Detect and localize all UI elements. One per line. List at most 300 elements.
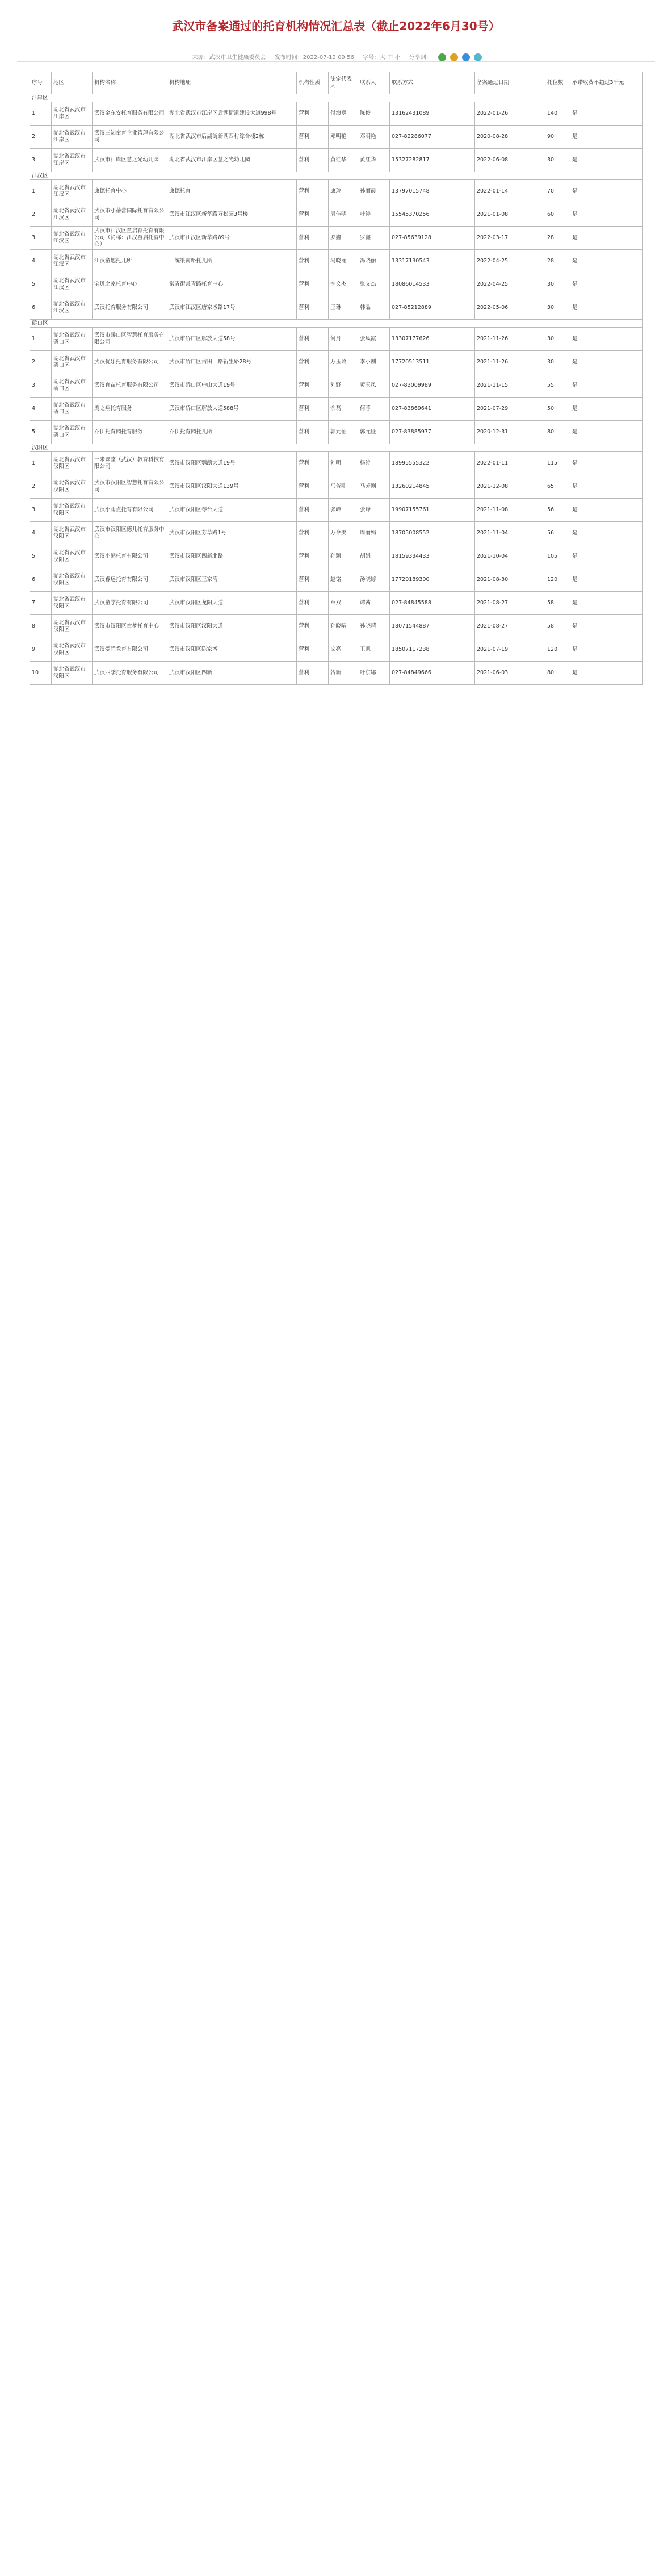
table-cell: 邓明艳 bbox=[358, 126, 390, 149]
table-cell: 贺新 bbox=[329, 662, 358, 685]
table-row bbox=[30, 102, 643, 126]
table-cell: 027-83885977 bbox=[390, 421, 475, 444]
table-cell: 湖北省武汉市汉阳区 bbox=[52, 638, 93, 662]
table-row bbox=[30, 227, 643, 250]
table-cell: 56 bbox=[545, 522, 570, 545]
column-header: 机构名称 bbox=[93, 72, 167, 94]
table-cell: 康德托育 bbox=[167, 180, 297, 203]
divider bbox=[17, 61, 655, 62]
table-cell: 营利 bbox=[297, 615, 329, 638]
table-cell: 武汉优乐托育服务有限公司 bbox=[93, 351, 167, 374]
table-cell: 19907155761 bbox=[390, 499, 475, 522]
column-header: 法定代表人 bbox=[329, 72, 358, 94]
table-cell: 武汉市汉阳区王家湾 bbox=[167, 568, 297, 592]
table-cell: 13162431089 bbox=[390, 102, 475, 126]
table-cell: 营利 bbox=[297, 126, 329, 149]
table-cell: 黄红华 bbox=[329, 149, 358, 172]
table-row bbox=[30, 662, 643, 685]
table-cell: 湖北省武汉市江岸区慧之光幼儿园 bbox=[167, 149, 297, 172]
table-row bbox=[30, 328, 643, 351]
column-header: 承诺收费不超过3千元 bbox=[570, 72, 643, 94]
table-cell: 是 bbox=[570, 203, 643, 227]
table-cell: 2021-06-03 bbox=[475, 662, 545, 685]
article-meta bbox=[0, 52, 672, 61]
registry-table bbox=[30, 72, 643, 685]
table-cell: 2022-01-14 bbox=[475, 180, 545, 203]
table-cell: 湖北省武汉市硚口区 bbox=[52, 374, 93, 398]
table-cell: 文亮 bbox=[329, 638, 358, 662]
table-cell: 湖北省武汉市江汉区 bbox=[52, 227, 93, 250]
table-cell: 是 bbox=[570, 328, 643, 351]
table-cell: 80 bbox=[545, 421, 570, 444]
table-header-row bbox=[30, 72, 643, 94]
table-cell: 5 bbox=[30, 273, 52, 296]
table-cell: 是 bbox=[570, 499, 643, 522]
table-cell: 湖北省武汉市江汉区 bbox=[52, 296, 93, 320]
table-cell: 120 bbox=[545, 568, 570, 592]
table-cell: 何丹 bbox=[329, 328, 358, 351]
table-cell: 付海翠 bbox=[329, 102, 358, 126]
table-cell: 武汉市汉阳区琴台大道 bbox=[167, 499, 297, 522]
table-cell: 武汉市硚口区解放大道588号 bbox=[167, 398, 297, 421]
table-cell: 湖北省武汉市硚口区 bbox=[52, 421, 93, 444]
table-cell: 冯晓丽 bbox=[358, 250, 390, 273]
table-cell: 武汉三知童育企业管理有限公司 bbox=[93, 126, 167, 149]
table-cell: 120 bbox=[545, 638, 570, 662]
table-cell: 武汉金东安托育服务有限公司 bbox=[93, 102, 167, 126]
table-cell: 4 bbox=[30, 398, 52, 421]
qzone-share-icon[interactable] bbox=[462, 53, 470, 61]
table-cell: 1 bbox=[30, 328, 52, 351]
table-cell: 湖北省武汉市汉阳区 bbox=[52, 568, 93, 592]
table-cell: 是 bbox=[570, 180, 643, 203]
table-cell: 6 bbox=[30, 296, 52, 320]
table-cell: 湖北省武汉市汉阳区 bbox=[52, 592, 93, 615]
table-row bbox=[30, 296, 643, 320]
table-cell: 武汉市汉阳区汉阳大道139号 bbox=[167, 475, 297, 499]
table-cell: 是 bbox=[570, 662, 643, 685]
table-cell: 张峰 bbox=[358, 499, 390, 522]
table-cell: 宝贝之家托育中心 bbox=[93, 273, 167, 296]
table-cell: 是 bbox=[570, 102, 643, 126]
table-cell: 郭元征 bbox=[358, 421, 390, 444]
table-cell: 营利 bbox=[297, 421, 329, 444]
table-cell: 一米课堂（武汉）教育科技有限公司 bbox=[93, 452, 167, 475]
table-cell: 营利 bbox=[297, 452, 329, 475]
table-cell: 是 bbox=[570, 592, 643, 615]
table-row bbox=[30, 250, 643, 273]
table-cell: 18705008552 bbox=[390, 522, 475, 545]
table-cell: 鹰之翔托育服务 bbox=[93, 398, 167, 421]
table-cell: 胡娟 bbox=[358, 545, 390, 568]
table-cell: 13797015748 bbox=[390, 180, 475, 203]
table-cell: 孙丽霞 bbox=[358, 180, 390, 203]
table-cell: 湖北省武汉市江岸区 bbox=[52, 149, 93, 172]
table-cell: 营利 bbox=[297, 250, 329, 273]
table-cell: 是 bbox=[570, 398, 643, 421]
table-cell: 武汉小雨点托育有限公司 bbox=[93, 499, 167, 522]
publish-time: 发布时间：2022-07-12 09:56 bbox=[274, 55, 354, 61]
table-cell: 18995555322 bbox=[390, 452, 475, 475]
table-row bbox=[30, 126, 643, 149]
table-cell: 027-84845588 bbox=[390, 592, 475, 615]
table-cell: 张峰 bbox=[329, 499, 358, 522]
table-cell: 万玉玲 bbox=[329, 351, 358, 374]
table-cell: 营利 bbox=[297, 227, 329, 250]
table-cell: 何蓉 bbox=[358, 398, 390, 421]
table-cell: 马芳刚 bbox=[358, 475, 390, 499]
table-cell: 2021-11-04 bbox=[475, 522, 545, 545]
table-cell: 营利 bbox=[297, 592, 329, 615]
table-cell: 湖北省武汉市汉阳区 bbox=[52, 545, 93, 568]
table-cell: 2022-01-11 bbox=[475, 452, 545, 475]
table-cell: 张凤霞 bbox=[358, 328, 390, 351]
table-cell: 58 bbox=[545, 592, 570, 615]
table-cell: 武汉市江汉区童启育托育有限公司（简称：江汉童启托育中心） bbox=[93, 227, 167, 250]
table-cell: 营利 bbox=[297, 638, 329, 662]
district-section-row bbox=[30, 320, 643, 328]
table-cell: 湖北省武汉市汉阳区 bbox=[52, 452, 93, 475]
table-cell: 5 bbox=[30, 421, 52, 444]
table-cell: 营利 bbox=[297, 328, 329, 351]
table-cell: 13307177626 bbox=[390, 328, 475, 351]
font-size-control[interactable]: 字号：大 中 小 bbox=[363, 55, 401, 61]
table-cell: 王凯 bbox=[358, 638, 390, 662]
table-cell: 武汉市硚口区智慧托育服务有限公司 bbox=[93, 328, 167, 351]
table-cell: 陈俊 bbox=[358, 102, 390, 126]
table-cell: 康玲 bbox=[329, 180, 358, 203]
column-header: 托位数 bbox=[545, 72, 570, 94]
table-cell: 80 bbox=[545, 662, 570, 685]
table-cell: 武汉市江岸区慧之光幼儿园 bbox=[93, 149, 167, 172]
table-cell: 2 bbox=[30, 475, 52, 499]
table-cell: 武汉市江汉区新华路89号 bbox=[167, 227, 297, 250]
column-header: 备案通过日期 bbox=[475, 72, 545, 94]
table-cell: 30 bbox=[545, 149, 570, 172]
table-cell: 2021-01-08 bbox=[475, 203, 545, 227]
table-cell: 营利 bbox=[297, 568, 329, 592]
column-header: 地区 bbox=[52, 72, 93, 94]
table-cell: 武汉市汉阳区四新 bbox=[167, 662, 297, 685]
column-header: 联系人 bbox=[358, 72, 390, 94]
table-cell: 是 bbox=[570, 273, 643, 296]
table-cell: 027-84849666 bbox=[390, 662, 475, 685]
table-cell: 孙颖 bbox=[329, 545, 358, 568]
table-cell: 2022-05-06 bbox=[475, 296, 545, 320]
share-label: 分享到： bbox=[409, 55, 432, 61]
table-cell: 湖北省武汉市硚口区 bbox=[52, 351, 93, 374]
table-cell: 营利 bbox=[297, 296, 329, 320]
table-cell: 乔伊托育园托儿所 bbox=[167, 421, 297, 444]
table-row bbox=[30, 203, 643, 227]
table-cell: 是 bbox=[570, 638, 643, 662]
table-cell: 是 bbox=[570, 545, 643, 568]
table-cell: 杨涛 bbox=[358, 452, 390, 475]
table-cell: 武汉市汉阳区龙阳大道 bbox=[167, 592, 297, 615]
table-cell: 115 bbox=[545, 452, 570, 475]
table-cell: 15545370256 bbox=[390, 203, 475, 227]
table-cell: 李小刚 bbox=[358, 351, 390, 374]
table-cell: 湖北省武汉市后湖街新湖四村综合楼2栋 bbox=[167, 126, 297, 149]
table-cell: 武汉爱尚教育有限公司 bbox=[93, 638, 167, 662]
table-cell: 2021-07-19 bbox=[475, 638, 545, 662]
table-cell: 17720189300 bbox=[390, 568, 475, 592]
table-row bbox=[30, 545, 643, 568]
table-cell: 湖北省武汉市汉阳区 bbox=[52, 499, 93, 522]
table-cell: 赵铭 bbox=[329, 568, 358, 592]
table-cell: 17720513511 bbox=[390, 351, 475, 374]
table-cell: 1 bbox=[30, 180, 52, 203]
table-cell: 营利 bbox=[297, 475, 329, 499]
table-cell: 叶京娜 bbox=[358, 662, 390, 685]
table-cell: 武汉市汉阳区德儿托育服务中心 bbox=[93, 522, 167, 545]
table-cell: 是 bbox=[570, 522, 643, 545]
table-cell: 1 bbox=[30, 452, 52, 475]
table-cell: 武汉育苗托育服务有限公司 bbox=[93, 374, 167, 398]
table-cell: 2022-06-08 bbox=[475, 149, 545, 172]
table-cell: 武汉四季托育服务有限公司 bbox=[93, 662, 167, 685]
table-row bbox=[30, 421, 643, 444]
table-cell: 黄玉凤 bbox=[358, 374, 390, 398]
table-cell: 3 bbox=[30, 374, 52, 398]
table-cell: 湖北省武汉市汉阳区 bbox=[52, 615, 93, 638]
table-cell: 1 bbox=[30, 102, 52, 126]
table-cell: 黄红华 bbox=[358, 149, 390, 172]
table-cell: 营利 bbox=[297, 102, 329, 126]
table-cell: 是 bbox=[570, 296, 643, 320]
table-cell: 60 bbox=[545, 203, 570, 227]
table-cell: 营利 bbox=[297, 522, 329, 545]
table-cell: 2021-07-29 bbox=[475, 398, 545, 421]
table-cell: 10 bbox=[30, 662, 52, 685]
table-cell: 7 bbox=[30, 592, 52, 615]
table-cell: 邓明艳 bbox=[329, 126, 358, 149]
table-cell: 汤晓婷 bbox=[358, 568, 390, 592]
table-cell: 18071544887 bbox=[390, 615, 475, 638]
table-cell: 营利 bbox=[297, 273, 329, 296]
district-name: 汉阳区 bbox=[30, 444, 643, 452]
table-cell: 营利 bbox=[297, 351, 329, 374]
column-header: 联系方式 bbox=[390, 72, 475, 94]
table-cell: 50 bbox=[545, 398, 570, 421]
table-cell: 2021-11-15 bbox=[475, 374, 545, 398]
table-cell: 027-85639128 bbox=[390, 227, 475, 250]
table-cell: 是 bbox=[570, 250, 643, 273]
table-cell: 刘野 bbox=[329, 374, 358, 398]
table-cell: 湖北省武汉市江汉区 bbox=[52, 180, 93, 203]
table-cell: 30 bbox=[545, 328, 570, 351]
table-cell: 2021-11-26 bbox=[475, 328, 545, 351]
table-cell: 15327282817 bbox=[390, 149, 475, 172]
district-section-row bbox=[30, 94, 643, 102]
table-cell: 027-85212889 bbox=[390, 296, 475, 320]
table-cell: 2 bbox=[30, 203, 52, 227]
table-cell: 营利 bbox=[297, 662, 329, 685]
column-header: 机构性质 bbox=[297, 72, 329, 94]
column-header: 序号 bbox=[30, 72, 52, 94]
weibo-share-icon[interactable] bbox=[450, 53, 458, 61]
table-cell: 2021-08-27 bbox=[475, 615, 545, 638]
table-cell: 余磊 bbox=[329, 398, 358, 421]
table-cell: 是 bbox=[570, 374, 643, 398]
table-cell: 是 bbox=[570, 227, 643, 250]
table-row bbox=[30, 452, 643, 475]
table-cell: 武汉市江汉区唐家墩路17号 bbox=[167, 296, 297, 320]
table-cell: 营利 bbox=[297, 180, 329, 203]
table-cell: 武汉市江汉区新华路万松园3号楼 bbox=[167, 203, 297, 227]
table-row bbox=[30, 398, 643, 421]
table-cell: 罗鑫 bbox=[358, 227, 390, 250]
table-cell: 55 bbox=[545, 374, 570, 398]
table-cell: 027-83009989 bbox=[390, 374, 475, 398]
table-cell: 湖北省武汉市汉阳区 bbox=[52, 522, 93, 545]
table-cell: 13260214845 bbox=[390, 475, 475, 499]
table-cell: 2021-11-26 bbox=[475, 351, 545, 374]
table-cell: 武汉市汉阳区芳草路1号 bbox=[167, 522, 297, 545]
page-title: 武汉市备案通过的托育机构情况汇总表（截止2022年6月30号） bbox=[172, 19, 500, 33]
table-cell: 8 bbox=[30, 615, 52, 638]
wechat-share-icon[interactable] bbox=[438, 53, 446, 61]
table-cell: 18159334433 bbox=[390, 545, 475, 568]
table-cell: 营利 bbox=[297, 203, 329, 227]
table-cell: 武汉托育服务有限公司 bbox=[93, 296, 167, 320]
table-cell: 湖北省武汉市汉阳区 bbox=[52, 475, 93, 499]
table-cell: 是 bbox=[570, 568, 643, 592]
table-cell: 70 bbox=[545, 180, 570, 203]
table-row bbox=[30, 351, 643, 374]
table-cell: 康德托育中心 bbox=[93, 180, 167, 203]
table-cell: 湖北省武汉市江汉区 bbox=[52, 273, 93, 296]
table-cell: 湖北省武汉市江岸区后湖街道建设大道998号 bbox=[167, 102, 297, 126]
table-cell: 周佳明 bbox=[329, 203, 358, 227]
table-cell: 3 bbox=[30, 499, 52, 522]
table-cell: 乔伊托育园托育服务 bbox=[93, 421, 167, 444]
table-cell: 孙晓晴 bbox=[358, 615, 390, 638]
table-cell: 孙晓晴 bbox=[329, 615, 358, 638]
friends-share-icon[interactable] bbox=[474, 53, 482, 61]
table-cell: 2022-01-26 bbox=[475, 102, 545, 126]
table-cell: 是 bbox=[570, 126, 643, 149]
table-cell: 2020-08-28 bbox=[475, 126, 545, 149]
table-row bbox=[30, 374, 643, 398]
table-cell: 谭茜 bbox=[358, 592, 390, 615]
table-cell: 65 bbox=[545, 475, 570, 499]
table-cell: 2 bbox=[30, 351, 52, 374]
table-cell: 武汉市汉阳区鹦鹉大道19号 bbox=[167, 452, 297, 475]
table-cell: 韩晶 bbox=[358, 296, 390, 320]
table-cell: 28 bbox=[545, 250, 570, 273]
table-cell: 3 bbox=[30, 227, 52, 250]
table-cell: 冯晓丽 bbox=[329, 250, 358, 273]
table-cell: 李文杰 bbox=[329, 273, 358, 296]
table-cell: 是 bbox=[570, 615, 643, 638]
table-cell: 营利 bbox=[297, 374, 329, 398]
table-cell: 4 bbox=[30, 522, 52, 545]
district-section-row bbox=[30, 172, 643, 180]
table-cell: 湖北省武汉市江岸区 bbox=[52, 102, 93, 126]
table-cell: 30 bbox=[545, 296, 570, 320]
table-cell: 56 bbox=[545, 499, 570, 522]
table-cell: 江汉童趣托儿所 bbox=[93, 250, 167, 273]
table-cell: 马芳刚 bbox=[329, 475, 358, 499]
table-cell: 湖北省武汉市硚口区 bbox=[52, 398, 93, 421]
table-cell: 18086014533 bbox=[390, 273, 475, 296]
table-cell: 2021-08-30 bbox=[475, 568, 545, 592]
table-cell: 周丽娟 bbox=[358, 522, 390, 545]
table-cell: 2022-04-25 bbox=[475, 273, 545, 296]
table-row bbox=[30, 149, 643, 172]
table-row bbox=[30, 499, 643, 522]
table-row bbox=[30, 638, 643, 662]
table-cell: 3 bbox=[30, 149, 52, 172]
table-cell: 张文杰 bbox=[358, 273, 390, 296]
table-cell: 武汉市汉阳区陈家墩 bbox=[167, 638, 297, 662]
table-cell: 武汉睿远托育有限公司 bbox=[93, 568, 167, 592]
district-section-row bbox=[30, 444, 643, 452]
table-cell: 是 bbox=[570, 475, 643, 499]
table-cell: 4 bbox=[30, 250, 52, 273]
table-cell: 2021-08-27 bbox=[475, 592, 545, 615]
table-cell: 营利 bbox=[297, 499, 329, 522]
table-cell: 武汉市小蓓蕾国际托育有限公司 bbox=[93, 203, 167, 227]
table-cell: 武汉市硚口区解放大道58号 bbox=[167, 328, 297, 351]
registry-table-wrapper bbox=[30, 72, 642, 685]
table-cell: 湖北省武汉市江汉区 bbox=[52, 203, 93, 227]
table-cell: 郭元征 bbox=[329, 421, 358, 444]
table-cell: 营利 bbox=[297, 398, 329, 421]
table-body bbox=[30, 94, 643, 685]
table-cell: 30 bbox=[545, 351, 570, 374]
table-cell: 武汉小熊托育有限公司 bbox=[93, 545, 167, 568]
table-cell: 是 bbox=[570, 149, 643, 172]
table-cell: 湖北省武汉市汉阳区 bbox=[52, 662, 93, 685]
table-row bbox=[30, 568, 643, 592]
table-cell: 湖北省武汉市硚口区 bbox=[52, 328, 93, 351]
table-cell: 武汉市汉阳区四新北路 bbox=[167, 545, 297, 568]
table-cell: 罗鑫 bbox=[329, 227, 358, 250]
district-name: 硚口区 bbox=[30, 320, 643, 328]
table-cell: 5 bbox=[30, 545, 52, 568]
table-cell: 140 bbox=[545, 102, 570, 126]
table-row bbox=[30, 592, 643, 615]
table-cell: 营利 bbox=[297, 149, 329, 172]
table-cell: 2021-12-08 bbox=[475, 475, 545, 499]
table-cell: 武汉市汉阳区童梦托育中心 bbox=[93, 615, 167, 638]
table-cell: 105 bbox=[545, 545, 570, 568]
table-row bbox=[30, 475, 643, 499]
table-cell: 叶涛 bbox=[358, 203, 390, 227]
table-cell: 2022-04-25 bbox=[475, 250, 545, 273]
column-header: 机构地址 bbox=[167, 72, 297, 94]
table-cell: 9 bbox=[30, 638, 52, 662]
table-cell: 2022-03-17 bbox=[475, 227, 545, 250]
table-cell: 万令美 bbox=[329, 522, 358, 545]
table-cell: 30 bbox=[545, 273, 570, 296]
table-cell: 13317130543 bbox=[390, 250, 475, 273]
table-cell: 027-82286077 bbox=[390, 126, 475, 149]
table-cell: 一统渠南路托儿所 bbox=[167, 250, 297, 273]
source-text: 来源：武汉市卫生健康委员会 bbox=[192, 55, 266, 61]
table-cell: 2 bbox=[30, 126, 52, 149]
table-cell: 18507117238 bbox=[390, 638, 475, 662]
table-cell: 2020-12-31 bbox=[475, 421, 545, 444]
table-cell: 是 bbox=[570, 452, 643, 475]
table-row bbox=[30, 180, 643, 203]
table-cell: 武汉市硚口区中山大道19号 bbox=[167, 374, 297, 398]
table-cell: 武汉市汉阳区智慧托育有限公司 bbox=[93, 475, 167, 499]
table-cell: 是 bbox=[570, 421, 643, 444]
table-cell: 90 bbox=[545, 126, 570, 149]
